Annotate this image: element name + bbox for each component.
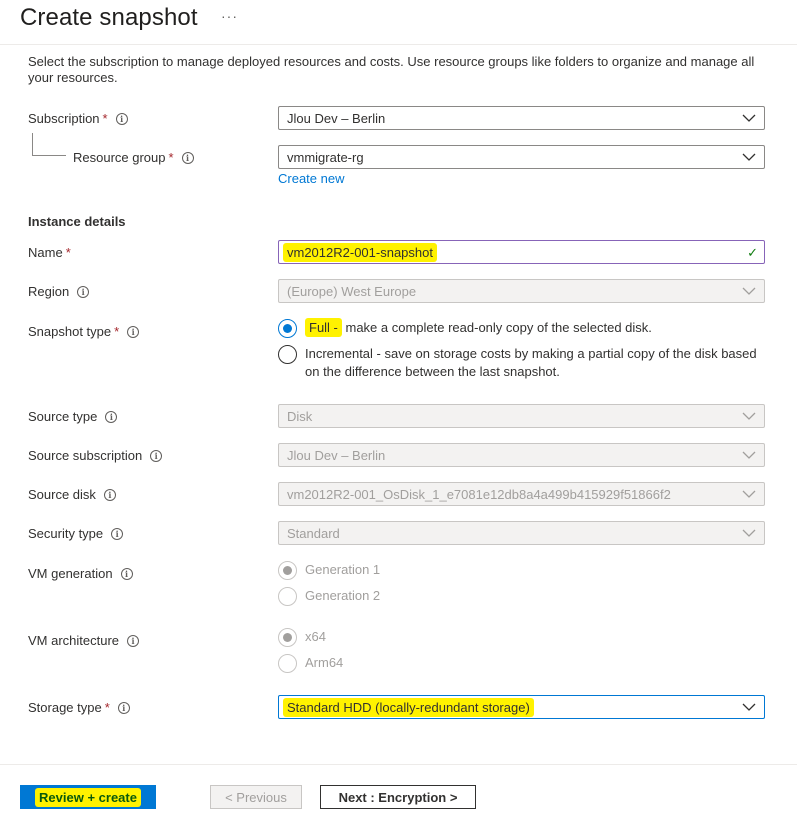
vm-generation-label — [28, 566, 133, 581]
radio-full[interactable] — [278, 319, 297, 338]
source-type-dropdown[interactable] — [278, 404, 765, 428]
info-icon[interactable]: i — [104, 489, 116, 501]
resource-group-label-text: Resource group — [73, 150, 166, 165]
chevron-down-icon — [742, 527, 756, 539]
resource-group-value: vmmigrate-rg — [287, 149, 364, 165]
review-create-label: Review + create — [35, 788, 141, 807]
storage-type-label — [28, 700, 130, 715]
vm-generation-option-1-text: Generation 1 — [305, 562, 381, 577]
resource-group-label — [73, 150, 194, 165]
snapshot-type-label-text: Snapshot type — [28, 324, 112, 339]
chevron-down-icon — [742, 285, 756, 297]
vm-generation-option-2[interactable] — [278, 587, 380, 606]
info-icon[interactable]: i — [105, 411, 117, 423]
chevron-down-icon — [742, 449, 756, 461]
info-icon[interactable]: i — [150, 450, 162, 462]
instance-details-heading: Instance details — [28, 214, 126, 229]
source-disk-value: vm2012R2-001_OsDisk_1_e7081e12db8a4a499b415929f51866f2 — [287, 486, 671, 502]
required-marker: * — [102, 111, 108, 126]
info-icon[interactable]: i — [111, 528, 123, 540]
snapshot-full-desc: make a complete read-only copy of the selected disk. — [341, 320, 652, 335]
chevron-down-icon — [742, 112, 756, 124]
create-new-link[interactable]: Create new — [278, 171, 345, 186]
vm-architecture-option-x64[interactable] — [278, 628, 326, 647]
security-type-label — [28, 526, 123, 541]
next-encryption-button[interactable]: Next : Encryption > — [320, 785, 476, 809]
radio-generation-2[interactable] — [278, 587, 297, 606]
name-label-text: Name — [28, 245, 63, 260]
snapshot-full-text — [305, 319, 652, 337]
snapshot-type-label — [28, 324, 139, 339]
radio-generation-1[interactable] — [278, 561, 297, 580]
chevron-down-icon — [742, 488, 756, 500]
intro-text: Select the subscription to manage deployed resources and costs. Use resource groups like folders to organize and manage all your resources. — [28, 54, 755, 85]
snapshot-full-option[interactable] — [278, 319, 758, 338]
info-icon[interactable]: i — [116, 113, 128, 125]
chevron-down-icon — [742, 410, 756, 422]
storage-type-value: Standard HDD (locally-redundant storage) — [283, 698, 534, 717]
radio-arm64[interactable] — [278, 654, 297, 673]
source-subscription-value: Jlou Dev – Berlin — [287, 447, 386, 463]
required-marker: * — [65, 245, 71, 260]
page-title: Create snapshot — [20, 4, 198, 31]
region-label-text: Region — [28, 284, 70, 299]
vm-architecture-option-x64-text: x64 — [305, 629, 326, 644]
name-input[interactable] — [278, 240, 765, 264]
checkmark-icon: ✓ — [747, 245, 758, 260]
region-dropdown[interactable] — [278, 279, 765, 303]
source-type-label-text: Source type — [28, 409, 98, 424]
snapshot-full-key: Full - — [305, 318, 342, 337]
source-disk-label-text: Source disk — [28, 487, 96, 502]
info-icon[interactable]: i — [182, 152, 194, 164]
vm-architecture-option-arm64-text: Arm64 — [305, 655, 344, 670]
security-type-label-text: Security type — [28, 526, 104, 541]
security-type-value: Standard — [287, 525, 340, 541]
tree-connector — [32, 133, 33, 155]
region-value: (Europe) West Europe — [287, 283, 417, 299]
previous-button[interactable]: < Previous — [210, 785, 302, 809]
required-marker: * — [168, 150, 174, 165]
info-icon[interactable]: i — [127, 635, 139, 647]
region-label — [28, 284, 89, 299]
subscription-dropdown[interactable] — [278, 106, 765, 130]
snapshot-incremental-text: Incremental - save on storage costs by making a partial copy of the disk based on the difference between the last snapshot. — [305, 346, 757, 379]
required-marker: * — [114, 324, 120, 339]
vm-generation-option-1[interactable] — [278, 561, 380, 580]
source-subscription-dropdown[interactable] — [278, 443, 765, 467]
info-icon[interactable]: i — [77, 286, 89, 298]
subscription-label-text: Subscription — [28, 111, 100, 126]
resource-group-dropdown[interactable] — [278, 145, 765, 169]
radio-x64[interactable] — [278, 628, 297, 647]
chevron-down-icon — [742, 701, 756, 713]
vm-architecture-label-text: VM architecture — [28, 633, 120, 648]
tree-connector — [32, 155, 66, 156]
name-label — [28, 245, 71, 260]
source-type-label — [28, 409, 117, 424]
required-marker: * — [104, 700, 110, 715]
info-icon[interactable]: i — [121, 568, 133, 580]
source-disk-label — [28, 487, 116, 502]
more-options-icon[interactable]: ··· — [221, 8, 238, 24]
security-type-dropdown[interactable] — [278, 521, 765, 545]
storage-type-dropdown[interactable] — [278, 695, 765, 719]
footer-divider — [0, 764, 797, 765]
subscription-value: Jlou Dev – Berlin — [287, 110, 386, 126]
title-divider — [0, 44, 797, 45]
storage-type-label-text: Storage type — [28, 700, 102, 715]
source-subscription-label-text: Source subscription — [28, 448, 143, 463]
name-value: vm2012R2-001-snapshot — [283, 243, 437, 262]
source-subscription-label — [28, 448, 162, 463]
snapshot-incremental-option[interactable] — [278, 345, 758, 381]
vm-architecture-label — [28, 633, 139, 648]
info-icon[interactable]: i — [118, 702, 130, 714]
source-type-value: Disk — [287, 408, 313, 424]
vm-generation-option-2-text: Generation 2 — [305, 588, 381, 603]
vm-generation-label-text: VM generation — [28, 566, 113, 581]
subscription-label — [28, 111, 128, 126]
review-create-button[interactable] — [20, 785, 156, 809]
source-disk-dropdown[interactable] — [278, 482, 765, 506]
radio-incremental[interactable] — [278, 345, 297, 364]
chevron-down-icon — [742, 151, 756, 163]
vm-architecture-option-arm64[interactable] — [278, 654, 343, 673]
info-icon[interactable]: i — [127, 326, 139, 338]
